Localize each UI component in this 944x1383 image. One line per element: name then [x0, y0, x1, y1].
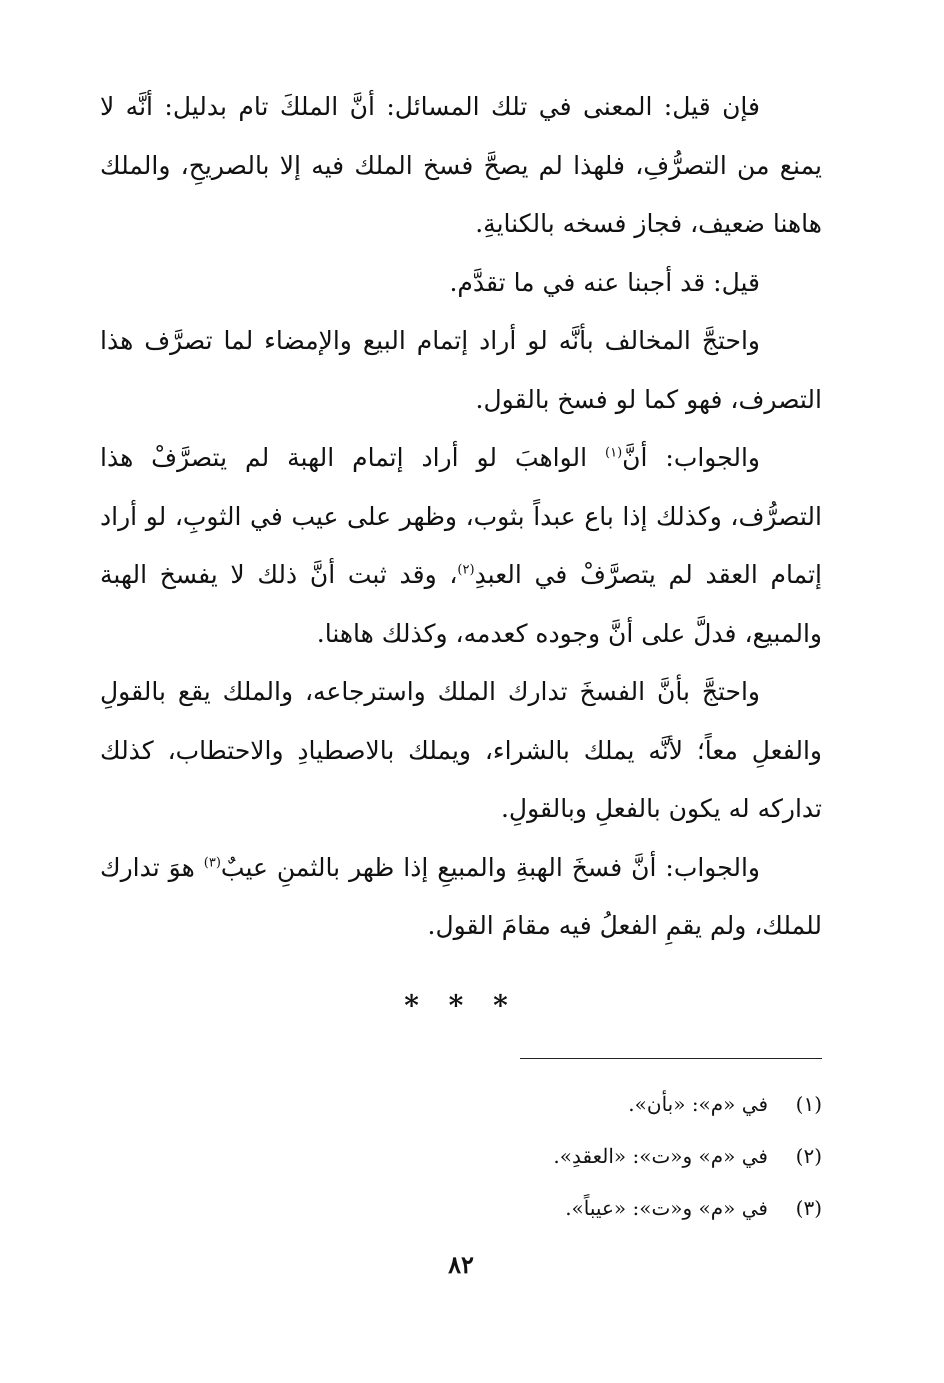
footnote-ref-1[interactable]: (١)	[605, 445, 623, 461]
footnote-text-2: في «م» و«ت»: «العقدِ».	[553, 1144, 768, 1168]
footnote-number-2: (٢)	[795, 1144, 822, 1168]
page-body	[100, 78, 822, 1308]
section-separator: * * *	[404, 988, 518, 1022]
footnote-2	[100, 1130, 822, 1182]
footnote-text-3: في «م» و«ت»: «عيباً».	[565, 1196, 768, 1220]
footnote-number-1: (١)	[795, 1092, 822, 1116]
footnote-1	[100, 1078, 822, 1130]
paragraph-4-part-2: الواهبَ لو أراد إتمام الهبة لم يتصرَّفْ هذا التصرُّف، وكذلك إذا باع عبداً بثوب، وظهر على عيب في الثوبِ، لو أراد إتمام العقد لم يتصرَّفْ في العبدِ	[100, 443, 822, 589]
page-number: ٨٢	[448, 1250, 474, 1279]
footnote-text-1: في «م»: «بأن».	[628, 1092, 768, 1116]
paragraph-6-part-2: هوَ تدارك للملك، ولم يقمِ الفعلُ فيه مقامَ القول.	[100, 852, 822, 940]
paragraph-4-part-3: ، وقد ثبت أنَّ ذلك لا يفسخ الهبة والمبيع، فدلَّ على أنَّ وجوده كعدمه، وكذلك هاهنا.	[100, 560, 822, 648]
footnote-ref-3[interactable]: (٣)	[203, 855, 221, 871]
footnote-number-3: (٣)	[795, 1196, 822, 1220]
paragraph-2: قيل: قد أجبنا عنه في ما تقدَّم.	[449, 267, 760, 297]
paragraph-6	[100, 839, 822, 956]
paragraph-6-part-1: والجواب: أنَّ فسخَ الهبةِ والمبيعِ إذا ظهر بالثمنِ عيبٌ	[220, 852, 760, 882]
paragraph-1: فإن قيل: المعنى في تلك المسائل: أنَّ الملكَ تام بدليل: أنَّه لا يمنع من التصرُّفِ، فلهذا لم يصحَّ فسخ الملك فيه إلا بالصريحِ، والملك هاهنا ضعيف، فجاز فسخه بالكنايةِ.	[100, 92, 822, 238]
footnote-3	[100, 1182, 822, 1234]
paragraph-4-part-1: والجواب: أنَّ	[622, 443, 760, 472]
paragraph-5: واحتجَّ بأنَّ الفسخَ تدارك الملك واسترجاعه، والملك يقع بالقولِ والفعلِ معاً؛ لأنَّه يملك بالشراء، ويملك بالاصطيادِ والاحتطاب، كذلك تداركه له يكون بالفعلِ وبالقولِ.	[100, 677, 822, 823]
paragraph-4	[100, 429, 822, 663]
paragraph-3: واحتجَّ المخالف بأنَّه لو أراد إتمام البيع والإمضاء لما تصرَّف هذا التصرف، فهو كما لو فسخ بالقول.	[100, 326, 822, 414]
footnote-ref-2[interactable]: (٢)	[457, 562, 475, 578]
footnotes	[100, 1078, 822, 1234]
footnote-divider	[520, 1058, 822, 1059]
